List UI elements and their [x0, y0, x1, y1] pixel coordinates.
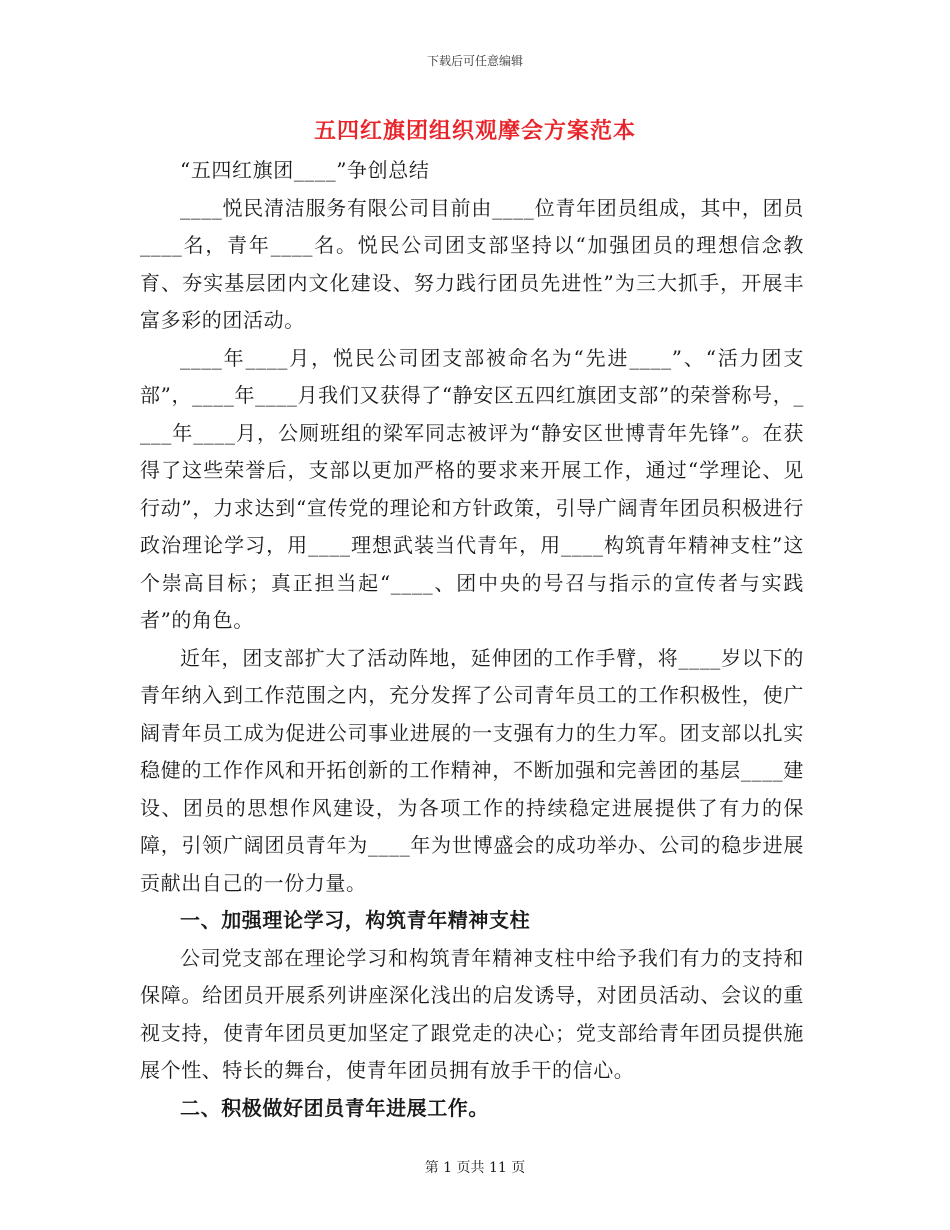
- subtitle-paragraph: “五四红旗团____”争创总结: [180, 158, 430, 182]
- section-1-body: 公司党支部在理论学习和构筑青年精神支柱中给予我们有力的支持和保障。给团员开展系列讲座深化浅出的启发诱导，对团员活动、会议的重视支持，使青年团员更加坚定了跟党走的决心；党支部给青年团员提供施展个性、特长的舞台，使青年团员拥有放手干的信心。: [140, 945, 804, 1082]
- paragraph-activities: 近年，团支部扩大了活动阵地，延伸团的工作手臂，将____岁以下的青年纳入到工作范围之内，充分发挥了公司青年员工的工作积极性，使广阔青年员工成为促进公司事业进展的一支强有力的生力军。团支部以扎实稳健的工作作风和开拓创新的工作精神，不断加强和完善团的基层____建设、团员的思想作风建设，为各项工作的持续稳定进展提供了有力的保障，引领广阔团员青年为____年为世博盛会的成功举办、公司的稳步进展贡献出自己的一份力量。: [140, 645, 804, 895]
- document-body: [140, 152, 804, 1127]
- section-1-heading: 一、加强理论学习，构筑青年精神支柱: [180, 908, 531, 932]
- document-title: 五四红旗团组织观摩会方案范本: [313, 118, 636, 144]
- section-2-heading: 二、积极做好团员青年进展工作。: [180, 1095, 489, 1120]
- header-note: 下载后可任意编辑: [426, 54, 523, 68]
- paragraph-intro: ____悦民清洁服务有限公司目前由____位青年团员组成，其中，团员____名，青年____名。悦民公司团支部坚持以“加强团员的理想信念教育、夯实基层团内文化建设、努力践行团员先进性”为三大抓手，开展丰富多彩的团活动。: [140, 195, 804, 332]
- page-footer: 第 1 页共 11 页: [424, 1160, 526, 1176]
- paragraph-honors: ____年____月，悦民公司团支部被命名为“先进____”、“活力团支部”，____年____月我们又获得了“静安区五四红旗团支部”的荣誉称号，____年____月，公厕班组的梁军同志被评为“静安区世博青年先锋”。在获得了这些荣誉后，支部以更加严格的要求来开展工作，通过“学理论、见行动”，力求达到“宣传党的理论和方针政策，引导广阔青年团员积极进行政治理论学习，用____理想武装当代青年，用____构筑青年精神支柱”这个崇高目标；真正担当起“____、团中央的号召与指示的宣传者与实践者”的角色。: [140, 345, 804, 632]
